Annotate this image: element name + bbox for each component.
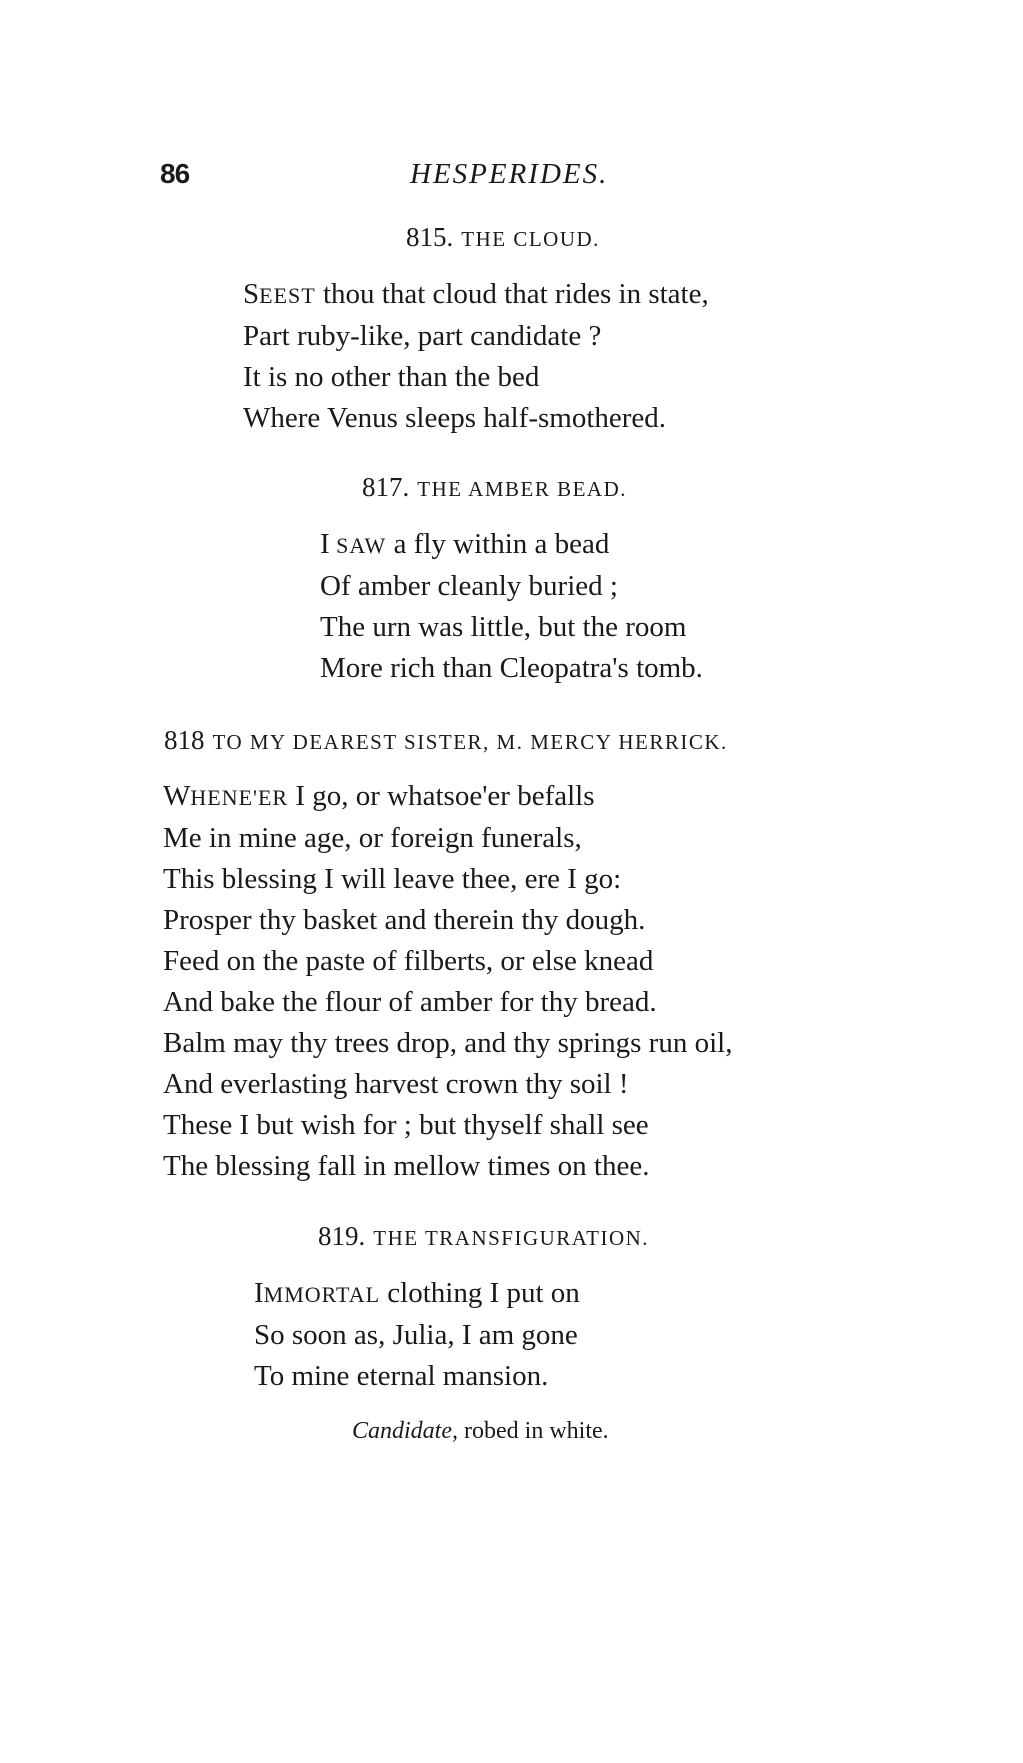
poem-line: And everlasting harvest crown thy soil ! xyxy=(163,1068,629,1100)
poem-number: 819. xyxy=(318,1221,366,1251)
poem-body xyxy=(254,1273,580,1397)
poem-line: WHENE'ER I go, or whatsoe'er befalls xyxy=(163,780,595,812)
poem-body xyxy=(320,524,703,689)
poem-number: 818 xyxy=(164,725,205,755)
poem-body xyxy=(243,274,709,439)
poem-title: TO MY DEAREST SISTER, M. MERCY HERRICK. xyxy=(212,730,728,754)
poem-title: THE CLOUD. xyxy=(461,227,600,251)
footnote-term: Candidate, xyxy=(352,1418,458,1444)
poem-line: The blessing fall in mellow times on thee. xyxy=(163,1150,650,1182)
poem-line: I SAW a fly within a bead xyxy=(320,528,610,560)
poem-heading xyxy=(362,472,627,503)
poem-number: 817. xyxy=(362,472,410,502)
poem-title: THE AMBER BEAD. xyxy=(417,477,628,501)
poem-line: The urn was little, but the room xyxy=(320,611,687,643)
poem-line: SEEST thou that cloud that rides in state, xyxy=(243,278,709,310)
poem-heading xyxy=(406,222,600,253)
poem-line: More rich than Cleopatra's tomb. xyxy=(320,652,703,684)
poem-line: So soon as, Julia, I am gone xyxy=(254,1319,578,1351)
poem-line: This blessing I will leave thee, ere I go: xyxy=(163,863,622,895)
poem-line: These I but wish for ; but thyself shall see xyxy=(163,1109,649,1141)
footnote-definition: robed in white. xyxy=(458,1418,609,1444)
poem-line: Feed on the paste of filberts, or else knead xyxy=(163,945,654,977)
poem-heading xyxy=(318,1221,649,1252)
poem-line: And bake the flour of amber for thy bread. xyxy=(163,986,657,1018)
poem-title: THE TRANSFIGURATION. xyxy=(373,1226,650,1250)
poem-heading xyxy=(164,725,728,756)
poem-line: To mine eternal mansion. xyxy=(254,1360,549,1392)
footnote xyxy=(352,1418,609,1445)
poem-body xyxy=(163,776,732,1187)
poem-line: Balm may thy trees drop, and thy springs run oil, xyxy=(163,1027,733,1059)
poem-line: IMMORTAL clothing I put on xyxy=(254,1277,580,1309)
poem-line: Part ruby-like, part candidate ? xyxy=(243,320,602,352)
poem-line: Prosper thy basket and therein thy dough. xyxy=(163,904,646,936)
poem-number: 815. xyxy=(406,222,454,252)
poem-line: Me in mine age, or foreign funerals, xyxy=(163,822,582,854)
page-number: 86 xyxy=(160,158,190,189)
poem-line: Of amber cleanly buried ; xyxy=(320,570,618,602)
running-title: HESPERIDES. xyxy=(410,158,609,190)
poem-line: Where Venus sleeps half-smothered. xyxy=(243,402,667,434)
poem-line: It is no other than the bed xyxy=(243,361,540,393)
